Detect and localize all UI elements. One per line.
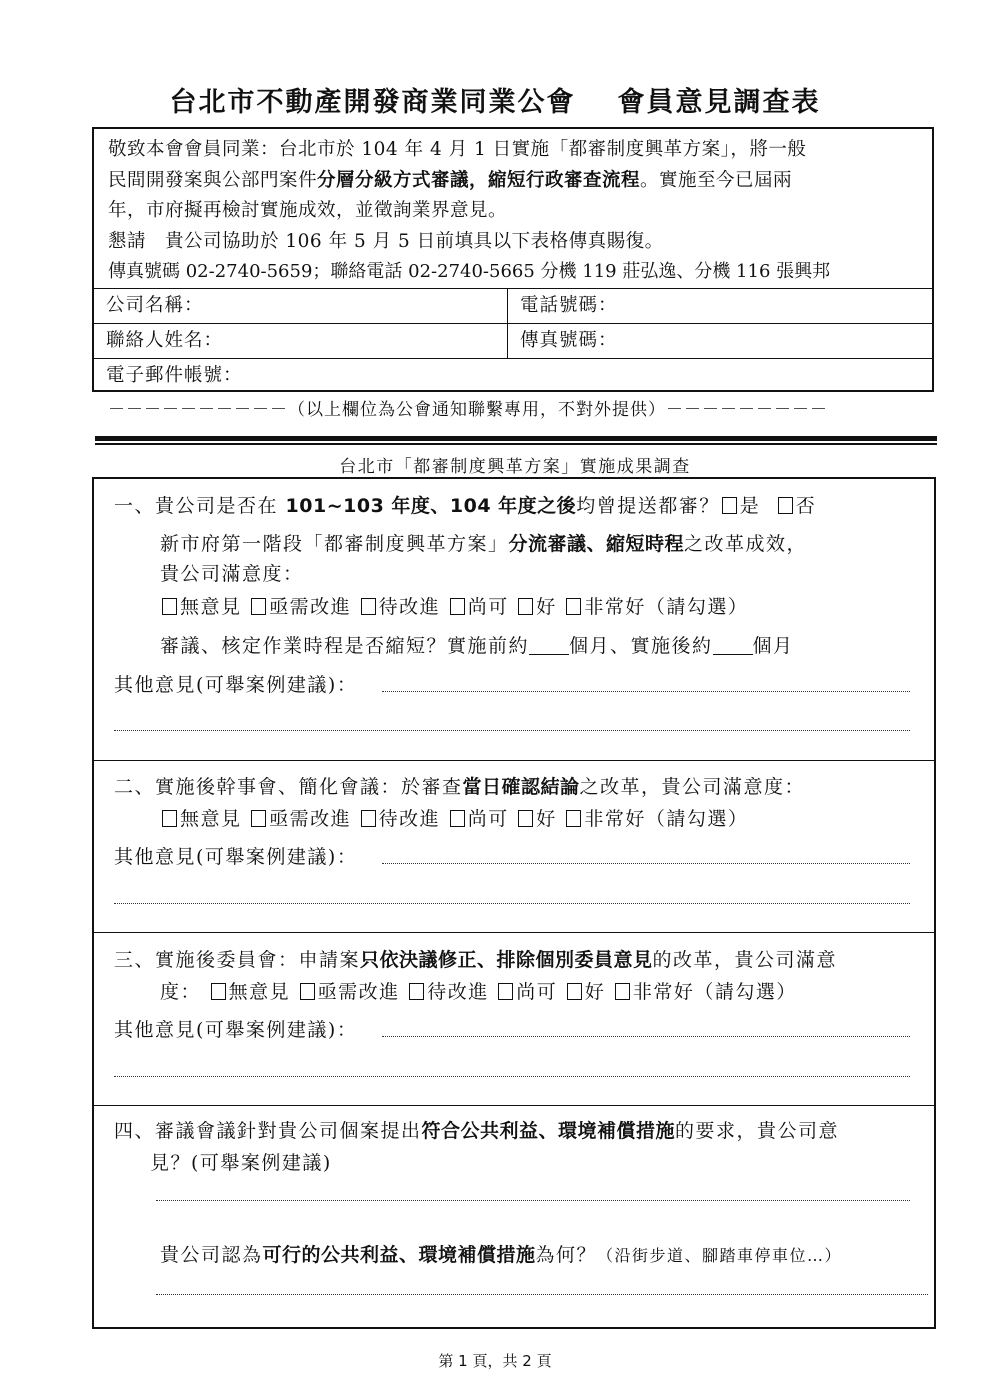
q1-other-line-1[interactable] (382, 690, 910, 692)
privacy-note: －－－－－－－－－－（以上欄位為公會通知聯繫專用，不對外提供）－－－－－－－－－ (108, 400, 828, 420)
q1-opt-improve-checkbox[interactable] (361, 598, 376, 615)
q4-answer-line-1[interactable] (156, 1199, 910, 1201)
survey-box (92, 477, 936, 1329)
q1-yes-checkbox[interactable] (722, 497, 737, 514)
q3-opt-improve-checkbox[interactable] (409, 983, 424, 1000)
contact-grid (94, 288, 932, 393)
contact-person-field[interactable]: 聯絡人姓名： (94, 324, 508, 358)
q2-line-1: 二、實施後幹事會、簡化會議：於審查當日確認結論之改革，貴公司滿意度： (114, 776, 806, 798)
intro-line-1: 敬致本會會員同業：台北市於 104 年 4 月 1 日實施「都審制度興革方案」，將一般 (108, 139, 807, 160)
q1-opt-none-checkbox[interactable] (162, 598, 177, 615)
q1-line-timing: 審議、核定作業時程是否縮短？實施前約 個月、實施後約 個月 (160, 635, 794, 657)
q3-opt-none-checkbox[interactable] (211, 983, 226, 1000)
q3-other-label: 其他意見(可舉案例建議)： (114, 1019, 358, 1041)
q1-opt-urgent-checkbox[interactable] (251, 598, 266, 615)
divider-thin (95, 443, 937, 445)
contact-row-2 (94, 323, 932, 358)
company-name-field[interactable]: 公司名稱： (94, 289, 508, 323)
q1-other-label: 其他意見(可舉案例建議)： (114, 674, 358, 696)
q3-opt-good-checkbox[interactable] (567, 983, 582, 1000)
q2-opt-improve-checkbox[interactable] (361, 810, 376, 827)
intro-line-2: 民間開發案與公部門案件分層分級方式審議，縮短行政審查流程。實施至今已屆兩 (108, 169, 793, 191)
q1-opt-ok-checkbox[interactable] (450, 598, 465, 615)
q1-no-checkbox[interactable] (778, 497, 793, 514)
question-1 (94, 479, 934, 760)
q3-other-line-1[interactable] (382, 1035, 910, 1037)
contact-row-1 (94, 288, 932, 323)
q3-opt-urgent-checkbox[interactable] (300, 983, 315, 1000)
q4-line-2: 見？(可舉案例建議) (150, 1152, 332, 1174)
q1-opt-very-good-checkbox[interactable] (566, 598, 581, 615)
q2-opt-none-checkbox[interactable] (162, 810, 177, 827)
form-name: 會員意見調查表 (617, 87, 821, 118)
divider-thick (95, 436, 937, 441)
q3-line-1: 三、實施後委員會：申請案只依決議修正、排除個別委員意見的改革，貴公司滿意 (114, 949, 838, 971)
question-3 (94, 932, 934, 1105)
phone-field[interactable]: 電話號碼： (520, 295, 618, 316)
contact-row-3 (94, 358, 932, 393)
intro-line-3: 年，市府擬再檢討實施成效，並徵詢業界意見。 (108, 200, 508, 221)
fax-field[interactable]: 傳真號碼： (520, 330, 618, 351)
q2-other-line-2[interactable] (114, 902, 910, 904)
email-field[interactable]: 電子郵件帳號： (106, 365, 243, 386)
intro-text (94, 129, 932, 288)
q1-before-months-blank[interactable] (529, 636, 569, 655)
q4-line-1: 四、審議會議針對貴公司個案提出符合公共利益、環境補償措施的要求，貴公司意 (114, 1120, 840, 1142)
q3-options: 度： 無意見 亟需改進 待改進 尚可 好 非常好（請勾選） (160, 981, 797, 1003)
survey-title: 台北市「都審制度興革方案」實施成果調查 (339, 457, 691, 477)
q4-answer-line-2[interactable] (156, 1293, 928, 1295)
intro-line-4: 懇請 貴公司協助於 106 年 5 月 5 日前填具以下表格傳真賜復。 (108, 230, 664, 252)
q2-other-label: 其他意見(可舉案例建議)： (114, 846, 358, 868)
q1-options: 無意見 亟需改進 待改進 尚可 好 非常好（請勾選） (160, 592, 748, 619)
q2-other-line-1[interactable] (382, 862, 910, 864)
page-title (0, 80, 990, 119)
q2-opt-very-good-checkbox[interactable] (566, 810, 581, 827)
q3-opt-ok-checkbox[interactable] (498, 983, 513, 1000)
q1-line-3: 貴公司滿意度： (160, 563, 304, 585)
q2-opt-ok-checkbox[interactable] (450, 810, 465, 827)
q2-opt-good-checkbox[interactable] (518, 810, 533, 827)
q1-opt-good-checkbox[interactable] (518, 598, 533, 615)
question-2 (94, 760, 934, 932)
association-name: 台北市不動產開發商業同業公會 (169, 87, 576, 118)
q1-line-2: 新市府第一階段「都審制度興革方案」分流審議、縮短時程之改革成效， (160, 533, 808, 555)
intro-line-5: 傳真號碼 02-2740-5659；聯絡電話 02-2740-5665 分機 119 莊弘逸、分機 116 張興邦 (108, 261, 831, 282)
q3-other-line-2[interactable] (114, 1075, 910, 1077)
q2-opt-urgent-checkbox[interactable] (251, 810, 266, 827)
q1-after-months-blank[interactable] (713, 636, 753, 655)
q4-line-3: 貴公司認為可行的公共利益、環境補償措施為何？（沿街步道、腳踏車停車位…） (160, 1244, 843, 1266)
q3-opt-very-good-checkbox[interactable] (615, 983, 630, 1000)
q1-other-line-2[interactable] (114, 729, 910, 731)
q1-line-1: 一、貴公司是否在 101~103 年度、104 年度之後均曾提送都審？ 是 否 (114, 495, 817, 517)
intro-box (92, 127, 934, 392)
question-4 (94, 1105, 934, 1327)
q2-options: 無意見 亟需改進 待改進 尚可 好 非常好（請勾選） (160, 804, 748, 831)
page-number: 第 1 頁，共 2 頁 (438, 1352, 552, 1370)
